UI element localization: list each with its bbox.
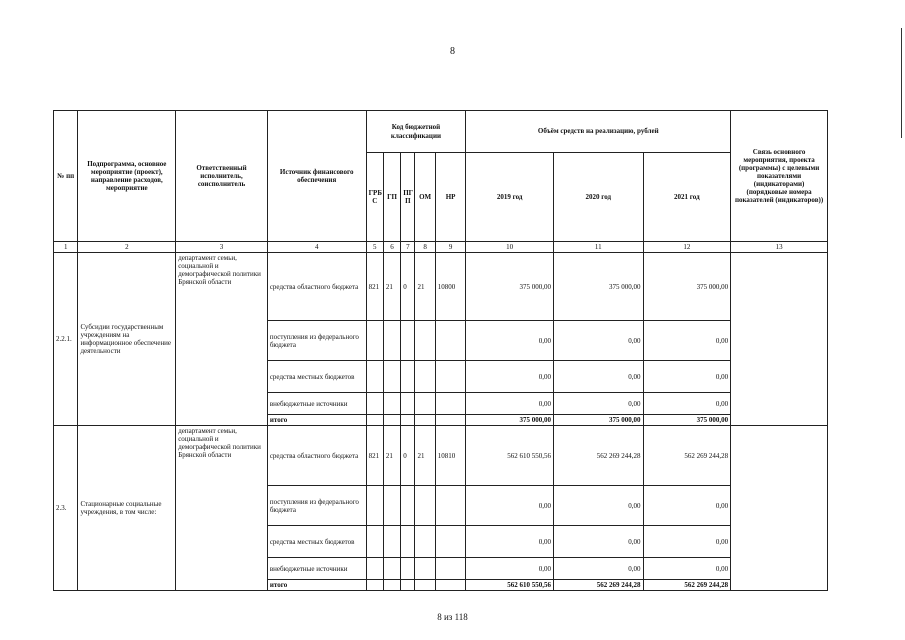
column-number: 13	[731, 242, 828, 253]
grbs-cell: 821	[366, 253, 383, 321]
value-2020: 0,00	[553, 486, 643, 526]
gp-cell: 21	[383, 426, 400, 486]
header-2020: 2020 год	[553, 153, 643, 242]
value-2020: 0,00	[553, 361, 643, 393]
total-2020: 562 269 244,28	[553, 580, 643, 591]
source-cell: средства областного бюджета	[267, 253, 366, 321]
total-2019: 375 000,00	[466, 415, 554, 426]
value-2019: 0,00	[466, 526, 554, 558]
value-2020: 562 269 244,28	[553, 426, 643, 486]
header-2019: 2019 год	[466, 153, 554, 242]
value-2021: 0,00	[643, 486, 731, 526]
column-number: 6	[383, 242, 400, 253]
source-cell: внебюджетные источники	[267, 558, 366, 580]
value-2021: 375 000,00	[643, 253, 731, 321]
link-cell	[731, 253, 828, 426]
value-2019: 0,00	[466, 361, 554, 393]
value-2019: 375 000,00	[466, 253, 554, 321]
value-2020: 0,00	[553, 321, 643, 361]
column-number: 9	[435, 242, 466, 253]
column-number: 11	[553, 242, 643, 253]
pgp-cell: 0	[401, 253, 415, 321]
header-volume-group: Объём средств на реализацию, рублей	[466, 111, 731, 153]
header-subprogram: Подпрограмма, основное мероприятие (проект), направление расходов, мероприятие	[78, 111, 176, 242]
column-number: 7	[401, 242, 415, 253]
source-cell: итого	[267, 415, 366, 426]
source-cell: средства местных бюджетов	[267, 361, 366, 393]
source-cell: внебюджетные источники	[267, 393, 366, 415]
row-number: 2.2.1.	[54, 253, 78, 426]
header-link: Связь основного мероприятия, проекта (программы) с целевыми показателями (индикаторами) (порядковые номера показателей (индикаторов))	[731, 111, 828, 242]
value-2019: 0,00	[466, 321, 554, 361]
om-cell: 21	[415, 253, 435, 321]
gp-cell: 21	[383, 253, 400, 321]
total-2020: 375 000,00	[553, 415, 643, 426]
pgp-cell: 0	[401, 426, 415, 486]
header-num: № пп	[54, 111, 78, 242]
column-number-row	[54, 242, 828, 253]
value-2020: 0,00	[553, 393, 643, 415]
source-cell: средства областного бюджета	[267, 426, 366, 486]
header-source: Источник финансового обеспечения	[267, 111, 366, 242]
value-2019: 0,00	[466, 486, 554, 526]
grbs-cell: 821	[366, 426, 383, 486]
row-number: 2.3.	[54, 426, 78, 591]
value-2019: 0,00	[466, 558, 554, 580]
row-title: Субсидии государственным учреждениям на информационное обеспечение деятельности	[78, 253, 176, 426]
value-2021: 0,00	[643, 393, 731, 415]
value-2019: 562 610 550,56	[466, 426, 554, 486]
link-cell	[731, 426, 828, 591]
value-2021: 562 269 244,28	[643, 426, 731, 486]
value-2020: 375 000,00	[553, 253, 643, 321]
total-2021: 562 269 244,28	[643, 580, 731, 591]
column-number: 4	[267, 242, 366, 253]
column-number: 12	[643, 242, 731, 253]
value-2021: 0,00	[643, 558, 731, 580]
column-number: 10	[466, 242, 554, 253]
np-cell: 10810	[435, 426, 466, 486]
value-2019: 0,00	[466, 393, 554, 415]
np-cell: 10800	[435, 253, 466, 321]
header-pgp: ПГ П	[401, 153, 415, 242]
page-number: 8	[450, 46, 455, 57]
table-row	[54, 253, 828, 321]
header-grbs: ГРБ С	[366, 153, 383, 242]
column-number: 8	[415, 242, 435, 253]
header-gp: ГП	[383, 153, 400, 242]
header-code-group: Код бюджетной классификации	[366, 111, 466, 153]
source-cell: средства местных бюджетов	[267, 526, 366, 558]
row-executor: департамент семьи, социальной и демографической политики Брянской области	[176, 426, 268, 591]
om-cell: 21	[415, 426, 435, 486]
total-2021: 375 000,00	[643, 415, 731, 426]
source-cell: поступления из федерального бюджета	[267, 321, 366, 361]
column-number: 1	[54, 242, 78, 253]
page-edge-line	[901, 28, 902, 138]
header-2021: 2021 год	[643, 153, 731, 242]
row-title: Стационарные социальные учреждения, в том числе:	[78, 426, 176, 591]
source-cell: итого	[267, 580, 366, 591]
value-2020: 0,00	[553, 558, 643, 580]
column-number: 2	[78, 242, 176, 253]
value-2021: 0,00	[643, 321, 731, 361]
value-2021: 0,00	[643, 526, 731, 558]
column-number: 5	[366, 242, 383, 253]
value-2021: 0,00	[643, 361, 731, 393]
column-number: 3	[176, 242, 268, 253]
page-footer: 8 из 118	[437, 612, 468, 622]
row-executor: департамент семьи, социальной и демографической политики Брянской области	[176, 253, 268, 426]
header-np: НР	[435, 153, 466, 242]
value-2020: 0,00	[553, 526, 643, 558]
header-executor: Ответственный исполнитель, соисполнитель	[176, 111, 268, 242]
table-row	[54, 426, 828, 486]
budget-table	[53, 110, 828, 591]
source-cell: поступления из федерального бюджета	[267, 486, 366, 526]
header-om: ОМ	[415, 153, 435, 242]
total-2019: 562 610 550,56	[466, 580, 554, 591]
